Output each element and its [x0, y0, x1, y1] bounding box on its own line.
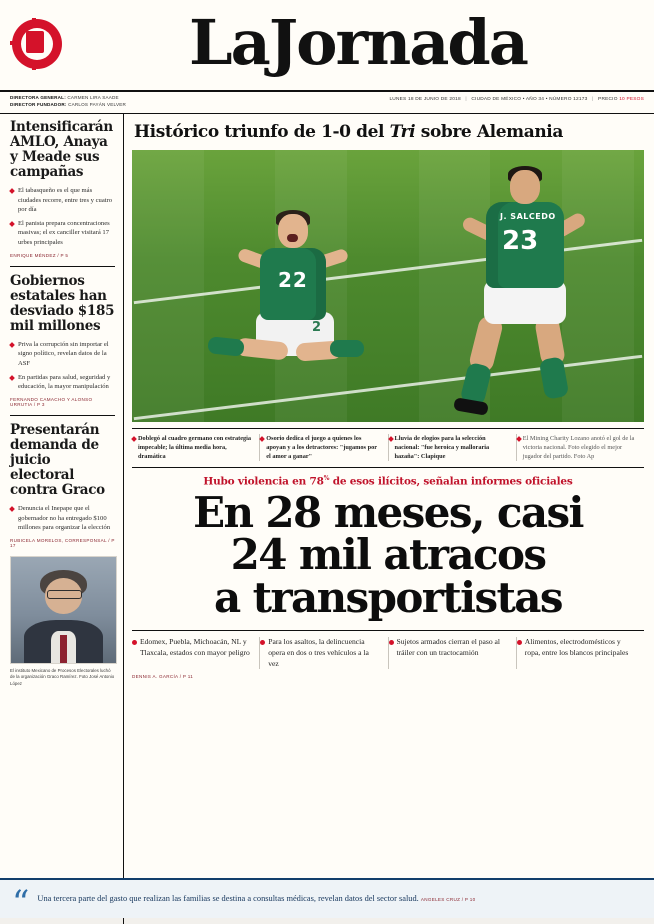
kicker-post: de esos ilícitos, señalan informes oficiales [329, 475, 573, 488]
page-body [0, 114, 654, 924]
main-headline-line3: a transportistas [214, 573, 562, 623]
sports-caption: Doblegó al cuadro germano con estrategia impecable; la última media hora, dramática [132, 434, 260, 461]
masthead-title-part2: Jornada [268, 6, 527, 79]
story3-headline[interactable]: Presentarán demanda de juicio electoral contra Graco [10, 421, 105, 499]
price-label: PRECIO [598, 97, 618, 102]
list-item: El panista prepara concentraciones masivas; el ex canciller visitará 17 urbes principales [10, 219, 115, 248]
story1-byline: ENRIQUE MÉNDEZ / P 5 [10, 252, 69, 258]
player-left-number: 22 [278, 267, 308, 292]
masthead [0, 0, 654, 92]
main-story-caption: Alimentos, electrodomésticos y ropa, entre los blancos principales [517, 637, 644, 669]
story2-headline[interactable]: Gobiernos estatales han desviado $185 mil millones [10, 272, 115, 334]
sports-caption: Osorio dedica el juego a quienes los apoyan y a los detractores: "jugamos por el amor a ganar" [260, 434, 388, 461]
kicker-pre: Hubo violencia en 78 [203, 475, 324, 488]
main-story-caption: Edomex, Puebla, Michoacán, NL y Tlaxcala, estados con mayor peligro [132, 637, 260, 669]
story2-bullets [10, 340, 115, 392]
sports-headline-pre: Histórico triunfo de 1-0 del [134, 121, 390, 142]
director-founder-value: CARLOS PAYÁN VELVER [68, 101, 127, 107]
gear-logo-icon [10, 17, 66, 73]
player-right-number: 23 [502, 225, 539, 256]
portrait-photo-caption: El instituto Mexicano de Procesos Electorales luchó de la organización Graco Ramírez. Foto José Antonio López [10, 667, 115, 687]
main-column [124, 114, 654, 924]
director-general-value: CARMEN LIRA SAADE [67, 95, 119, 100]
story1-headline[interactable]: Intensificarán AMLO, Anaya y Meade sus campañas [10, 118, 113, 181]
credits-left [10, 95, 126, 109]
main-headline-line1: En 28 meses, casi [193, 487, 583, 537]
story2-byline: FERNANDO CAMACHO Y ALONSO URRUTIA / P 3 [10, 396, 93, 407]
story3-bullets [10, 504, 115, 533]
page-title [72, 6, 644, 79]
mexico-germany-celebration-photo [132, 150, 644, 422]
main-story-caption: Para los asaltos, la delincuencia opera en dos o tres vehículos a la vez [260, 637, 388, 669]
story1-bullets [10, 186, 115, 247]
list-item: El tabasqueño es el que más ciudades recorre, entre tres y cuatro por día [10, 186, 115, 215]
quote-source: ANGELES CRUZ / P 10 [420, 896, 476, 902]
issue-date: LUNES 18 DE JUNIO DE 2018 [389, 97, 461, 102]
main-story-byline: DENNIS A. GARCÍA / P 11 [132, 674, 194, 680]
main-story-caption: Sujetos armados cierran el paso al tráiler con un tractocamión [389, 637, 517, 669]
player-left-short-number: 2 [312, 319, 322, 335]
masthead-title-part1: La [189, 6, 269, 79]
sports-headline-italic: Tri [389, 121, 416, 142]
main-story-kicker [132, 475, 644, 488]
main-headline-line2: 24 mil atracos [230, 530, 546, 580]
price-value: 10 PESOS [619, 97, 644, 102]
credits-right: LUNES 18 DE JUNIO DE 2018 | CIUDAD DE MÉXICO • AÑO 34 • NÚMERO 12173 | PRECIO 10 PESOS [389, 97, 644, 102]
sports-caption: Lluvia de elogios para la selección nacional: "fue heroica y malloraria hazaña": Clapique [389, 434, 517, 461]
left-column [0, 114, 124, 924]
main-story-caption-row [132, 630, 644, 669]
player-kneeling [260, 208, 370, 368]
portrait-photo [10, 556, 117, 664]
quote-text-wrapper [37, 893, 475, 905]
list-item: Denuncia el Inepape que el gobernador no ha entregado $100 millones para organizar la elección [10, 504, 115, 533]
sports-headline[interactable] [134, 122, 644, 142]
quote-text: Una tercera parte del gasto que realizan las familias se destina a consultas médicas, revelan datos del sector salud. [37, 893, 419, 903]
story3-byline: RUBICELA MORELOS, CORRESPONSAL / P 17 [10, 537, 115, 548]
sports-photo-credit: El Mining Charity Lozano anotó el gol de la victoria nacional. Foto elegido el mejor jugador del partido. Foto Ap [517, 434, 644, 461]
credits-strip [0, 92, 654, 114]
quote-bar: “ Una tercera parte del gasto que realizan las familias se destina a consultas médicas, revelan datos del sector salud. ANGELES CRUZ / P 10 [0, 878, 654, 918]
sports-headline-post: sobre Alemania [415, 121, 563, 142]
list-item: En partidas para salud, seguridad y educación, la mayor manipulación [10, 373, 115, 392]
player-right-name: J. SALCEDO [500, 211, 556, 221]
director-founder-label: DIRECTOR FUNDADOR: [10, 101, 67, 107]
divider [10, 266, 115, 267]
main-story-headline[interactable] [132, 487, 644, 623]
divider [10, 415, 115, 416]
player-running [480, 168, 600, 418]
list-item: Priva la corrupción sin importar el signo político, revelan datos de la ASF [10, 340, 115, 369]
kicker-sup: % [323, 475, 330, 483]
sports-caption-row [132, 428, 644, 468]
issue-edition: CIUDAD DE MÉXICO • AÑO 34 • NÚMERO 12173 [471, 97, 588, 102]
director-general-label: DIRECTORA GENERAL: [10, 95, 66, 100]
